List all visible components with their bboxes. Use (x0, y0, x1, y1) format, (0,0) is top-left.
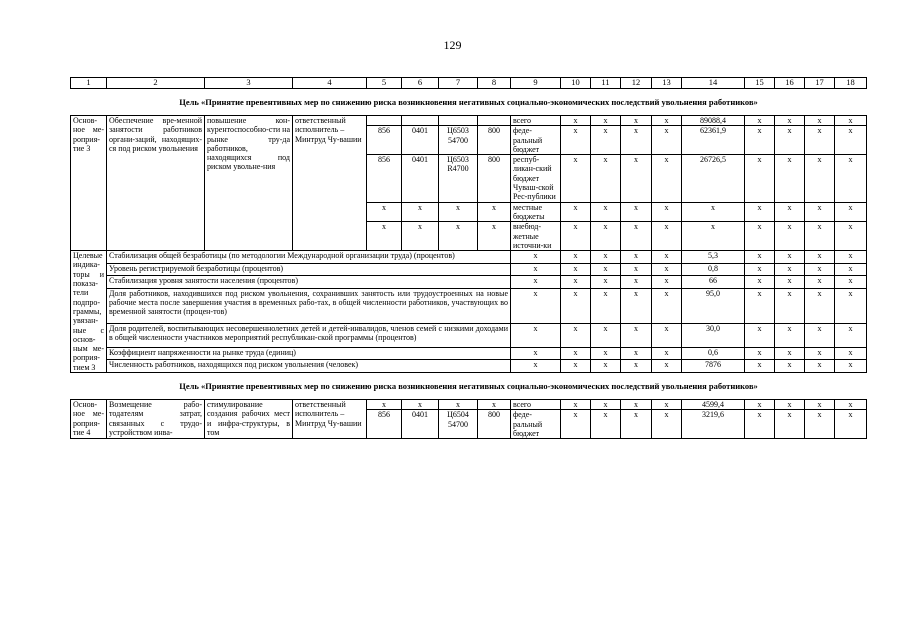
cell: x (621, 276, 652, 289)
cell: x (561, 276, 591, 289)
cell: x (367, 222, 402, 251)
measure-title: Основ-ное ме-роприя-тие 3 (71, 116, 107, 251)
column-number: 8 (478, 78, 511, 89)
cell: x (511, 288, 561, 323)
indicator-row (71, 324, 867, 348)
cell: Ц6503 R4700 (439, 155, 478, 202)
cell: x (561, 410, 591, 439)
cell: x (561, 288, 591, 323)
cell: x (775, 251, 805, 264)
funding-source: местные бюджеты (511, 202, 561, 222)
cell: x (561, 116, 591, 126)
funding-source: внебюд-жетные источни-ки (511, 222, 561, 251)
cell: 856 (367, 126, 402, 155)
cell (439, 116, 478, 126)
column-number: 3 (205, 78, 293, 89)
measure-name: Обеспечение вре-менной занятости работников органи-заций, находящих-ся под риском увольнения (107, 116, 205, 251)
cell: x (591, 263, 621, 276)
indicator-text: Стабилизация уровня занятости населения (процентов) (107, 276, 511, 289)
measure-executor: ответственный исполнитель – Минтруд Чу-вашии (293, 400, 367, 439)
cell: x (561, 347, 591, 360)
column-number: 11 (591, 78, 621, 89)
cell: x (775, 155, 805, 202)
funding-source: феде-ральный бюджет (511, 126, 561, 155)
cell: x (478, 202, 511, 222)
cell: x (367, 202, 402, 222)
cell: x (745, 126, 775, 155)
cell: x (775, 263, 805, 276)
cell: x (621, 324, 652, 348)
cell: x (805, 276, 835, 289)
indicator-text: Доля работников, находившихся под риском увольнения, сохранивших занятость или трудоустроенных на новые рабочие места после завершения участия в временных рабо-тах, в общей численности работников, участвующих во временной занятости (процен-тов) (107, 288, 511, 323)
indicator-value: 66 (682, 276, 745, 289)
cell: x (745, 276, 775, 289)
cell: x (775, 360, 805, 373)
cell: x (591, 324, 621, 348)
amount-cell: 4599,4 (682, 400, 745, 410)
column-number: 4 (293, 78, 367, 89)
cell: x (511, 360, 561, 373)
cell: x (591, 116, 621, 126)
cell: x (775, 276, 805, 289)
cell: 800 (478, 126, 511, 155)
cell: x (835, 251, 867, 264)
cell: x (402, 202, 439, 222)
cell: x (621, 251, 652, 264)
indicator-row (71, 251, 867, 264)
cell: x (561, 400, 591, 410)
cell: x (652, 347, 682, 360)
cell: x (835, 410, 867, 439)
cell: x (591, 126, 621, 155)
column-number: 12 (621, 78, 652, 89)
cell: x (439, 202, 478, 222)
cell: x (835, 202, 867, 222)
indicator-text: Уровень регистрируемой безработицы (процентов) (107, 263, 511, 276)
amount-cell: x (682, 222, 745, 251)
cell: Ц6504 54700 (439, 410, 478, 439)
cell: 0401 (402, 126, 439, 155)
cell: x (805, 410, 835, 439)
cell: x (591, 410, 621, 439)
cell: x (621, 263, 652, 276)
cell: x (805, 126, 835, 155)
program-table (70, 77, 867, 439)
goal-row (71, 89, 867, 116)
column-number: 14 (682, 78, 745, 89)
page-number: 129 (443, 38, 462, 52)
indicator-value: 0,6 (682, 347, 745, 360)
cell: x (652, 263, 682, 276)
amount-cell: 89088,4 (682, 116, 745, 126)
cell: x (835, 116, 867, 126)
cell: x (745, 400, 775, 410)
column-number: 16 (775, 78, 805, 89)
cell: x (591, 400, 621, 410)
cell: x (775, 324, 805, 348)
cell: x (511, 276, 561, 289)
cell: x (621, 288, 652, 323)
cell: x (439, 400, 478, 410)
indicator-value: 7876 (682, 360, 745, 373)
cell: x (591, 222, 621, 251)
measure-goal: повышение кон-курентоспособно-сти на рынке тру-да работников, находящихся под риском увольне-ния (205, 116, 293, 251)
column-number: 13 (652, 78, 682, 89)
cell: 856 (367, 155, 402, 202)
cell: x (652, 222, 682, 251)
cell: x (745, 251, 775, 264)
cell: x (805, 202, 835, 222)
cell (478, 116, 511, 126)
cell: x (561, 155, 591, 202)
cell: x (805, 360, 835, 373)
cell: x (652, 155, 682, 202)
cell: x (561, 263, 591, 276)
cell: x (621, 202, 652, 222)
cell: x (775, 116, 805, 126)
cell: x (652, 251, 682, 264)
column-number: 15 (745, 78, 775, 89)
column-number: 1 (71, 78, 107, 89)
cell: x (621, 347, 652, 360)
cell: x (511, 251, 561, 264)
cell: x (745, 288, 775, 323)
cell: x (621, 116, 652, 126)
cell: x (805, 263, 835, 276)
cell: x (835, 222, 867, 251)
cell: x (591, 360, 621, 373)
cell: x (745, 360, 775, 373)
cell: x (621, 410, 652, 439)
cell: x (805, 288, 835, 323)
cell: x (511, 347, 561, 360)
cell: x (775, 347, 805, 360)
funding-source: респуб-ликан-ский бюджет Чуваш-ской Рес-публики (511, 155, 561, 202)
indicator-text: Стабилизация общей безработицы (по методологии Международной организации труда) (процентов) (107, 251, 511, 264)
cell: x (591, 251, 621, 264)
cell: x (805, 222, 835, 251)
cell: x (775, 400, 805, 410)
cell: x (652, 360, 682, 373)
cell: x (478, 400, 511, 410)
cell: 800 (478, 155, 511, 202)
cell: x (745, 410, 775, 439)
column-number: 6 (402, 78, 439, 89)
cell: x (835, 126, 867, 155)
indicator-row (71, 263, 867, 276)
column-number: 18 (835, 78, 867, 89)
cell (402, 116, 439, 126)
cell: x (805, 155, 835, 202)
column-number-row (71, 78, 867, 89)
cell: x (591, 288, 621, 323)
cell: x (775, 126, 805, 155)
cell: x (745, 116, 775, 126)
indicator-row (71, 288, 867, 323)
cell: x (561, 324, 591, 348)
cell: x (745, 155, 775, 202)
cell: x (775, 222, 805, 251)
cell: x (621, 155, 652, 202)
indicator-value: 5,3 (682, 251, 745, 264)
cell: x (591, 276, 621, 289)
measure-row (71, 400, 867, 410)
funding-source: всего (511, 116, 561, 126)
measure-goal: стимулирование создания рабочих мест и инфра-структуры, в том (205, 400, 293, 439)
cell: x (561, 251, 591, 264)
cell: 800 (478, 410, 511, 439)
measure-name: Возмещение рабо-тодателям затрат, связанных с трудо-устройством инва- (107, 400, 205, 439)
cell: x (652, 400, 682, 410)
cell: x (775, 410, 805, 439)
column-number: 7 (439, 78, 478, 89)
amount-cell: 62361,9 (682, 126, 745, 155)
funding-source: феде-ральный бюджет (511, 410, 561, 439)
cell: x (835, 347, 867, 360)
cell: x (561, 202, 591, 222)
indicator-text: Коэффициент напряженности на рынке труда (единиц) (107, 347, 511, 360)
cell: x (652, 126, 682, 155)
column-number: 2 (107, 78, 205, 89)
cell: x (621, 400, 652, 410)
cell: x (775, 202, 805, 222)
cell: x (621, 222, 652, 251)
measure-title: Основ-ное ме-роприя-тие 4 (71, 400, 107, 439)
indicator-row (71, 347, 867, 360)
cell (367, 116, 402, 126)
cell: x (652, 288, 682, 323)
indicator-row (71, 276, 867, 289)
column-number: 5 (367, 78, 402, 89)
cell: x (621, 126, 652, 155)
cell: x (745, 263, 775, 276)
cell: x (652, 202, 682, 222)
goal-row (71, 373, 867, 400)
indicator-row (71, 360, 867, 373)
indicator-text: Численность работников, находящихся под риском увольнения (человек) (107, 360, 511, 373)
cell: x (835, 400, 867, 410)
column-number: 10 (561, 78, 591, 89)
cell: x (745, 202, 775, 222)
measure-executor: ответственный исполнитель – Минтруд Чу-вашии (293, 116, 367, 251)
goal-heading: Цель «Принятие превентивных мер по снижению риска возникновения негативных социально-экономических последствий увольнения работников» (71, 373, 867, 400)
column-number: 17 (805, 78, 835, 89)
cell: x (511, 263, 561, 276)
cell: x (745, 222, 775, 251)
cell: x (367, 400, 402, 410)
amount-cell: 3219,6 (682, 410, 745, 439)
cell: x (652, 324, 682, 348)
cell: x (835, 288, 867, 323)
cell: x (402, 222, 439, 251)
amount-cell: x (682, 202, 745, 222)
cell: x (805, 116, 835, 126)
cell: x (561, 360, 591, 373)
cell: x (561, 126, 591, 155)
cell: x (561, 222, 591, 251)
cell: 856 (367, 410, 402, 439)
indicator-value: 30,0 (682, 324, 745, 348)
cell: 0401 (402, 410, 439, 439)
cell: x (478, 222, 511, 251)
cell: x (591, 155, 621, 202)
amount-cell: 26726,5 (682, 155, 745, 202)
cell: x (511, 324, 561, 348)
indicator-text: Доля родителей, воспитывающих несовершеннолетних детей и детей-инвалидов, членов семей с низкими доходами в общей численности участников мероприятий республикан-ской программы (процентов) (107, 324, 511, 348)
cell: x (835, 263, 867, 276)
indicator-value: 95,0 (682, 288, 745, 323)
cell: x (805, 400, 835, 410)
cell: x (835, 155, 867, 202)
cell: x (402, 400, 439, 410)
measure-row (71, 116, 867, 126)
cell: x (805, 347, 835, 360)
cell: x (591, 202, 621, 222)
column-number: 9 (511, 78, 561, 89)
goal-heading: Цель «Принятие превентивных мер по снижению риска возникновения негативных социально-экономических последствий увольнения работников» (71, 89, 867, 116)
cell: x (835, 276, 867, 289)
funding-source: всего (511, 400, 561, 410)
cell: x (745, 347, 775, 360)
cell: x (805, 324, 835, 348)
cell: x (835, 324, 867, 348)
cell: 0401 (402, 155, 439, 202)
indicators-label: Целевые индика-торы и показа-тели подпро-граммы, увязан-ные с основ-ным ме-роприя-тием 3 (71, 251, 107, 373)
cell: x (439, 222, 478, 251)
cell: x (621, 360, 652, 373)
indicator-value: 0,8 (682, 263, 745, 276)
cell: Ц6503 54700 (439, 126, 478, 155)
cell: x (652, 410, 682, 439)
cell: x (775, 288, 805, 323)
cell: x (652, 276, 682, 289)
cell: x (745, 324, 775, 348)
cell: x (835, 360, 867, 373)
cell: x (805, 251, 835, 264)
cell: x (591, 347, 621, 360)
cell: x (652, 116, 682, 126)
